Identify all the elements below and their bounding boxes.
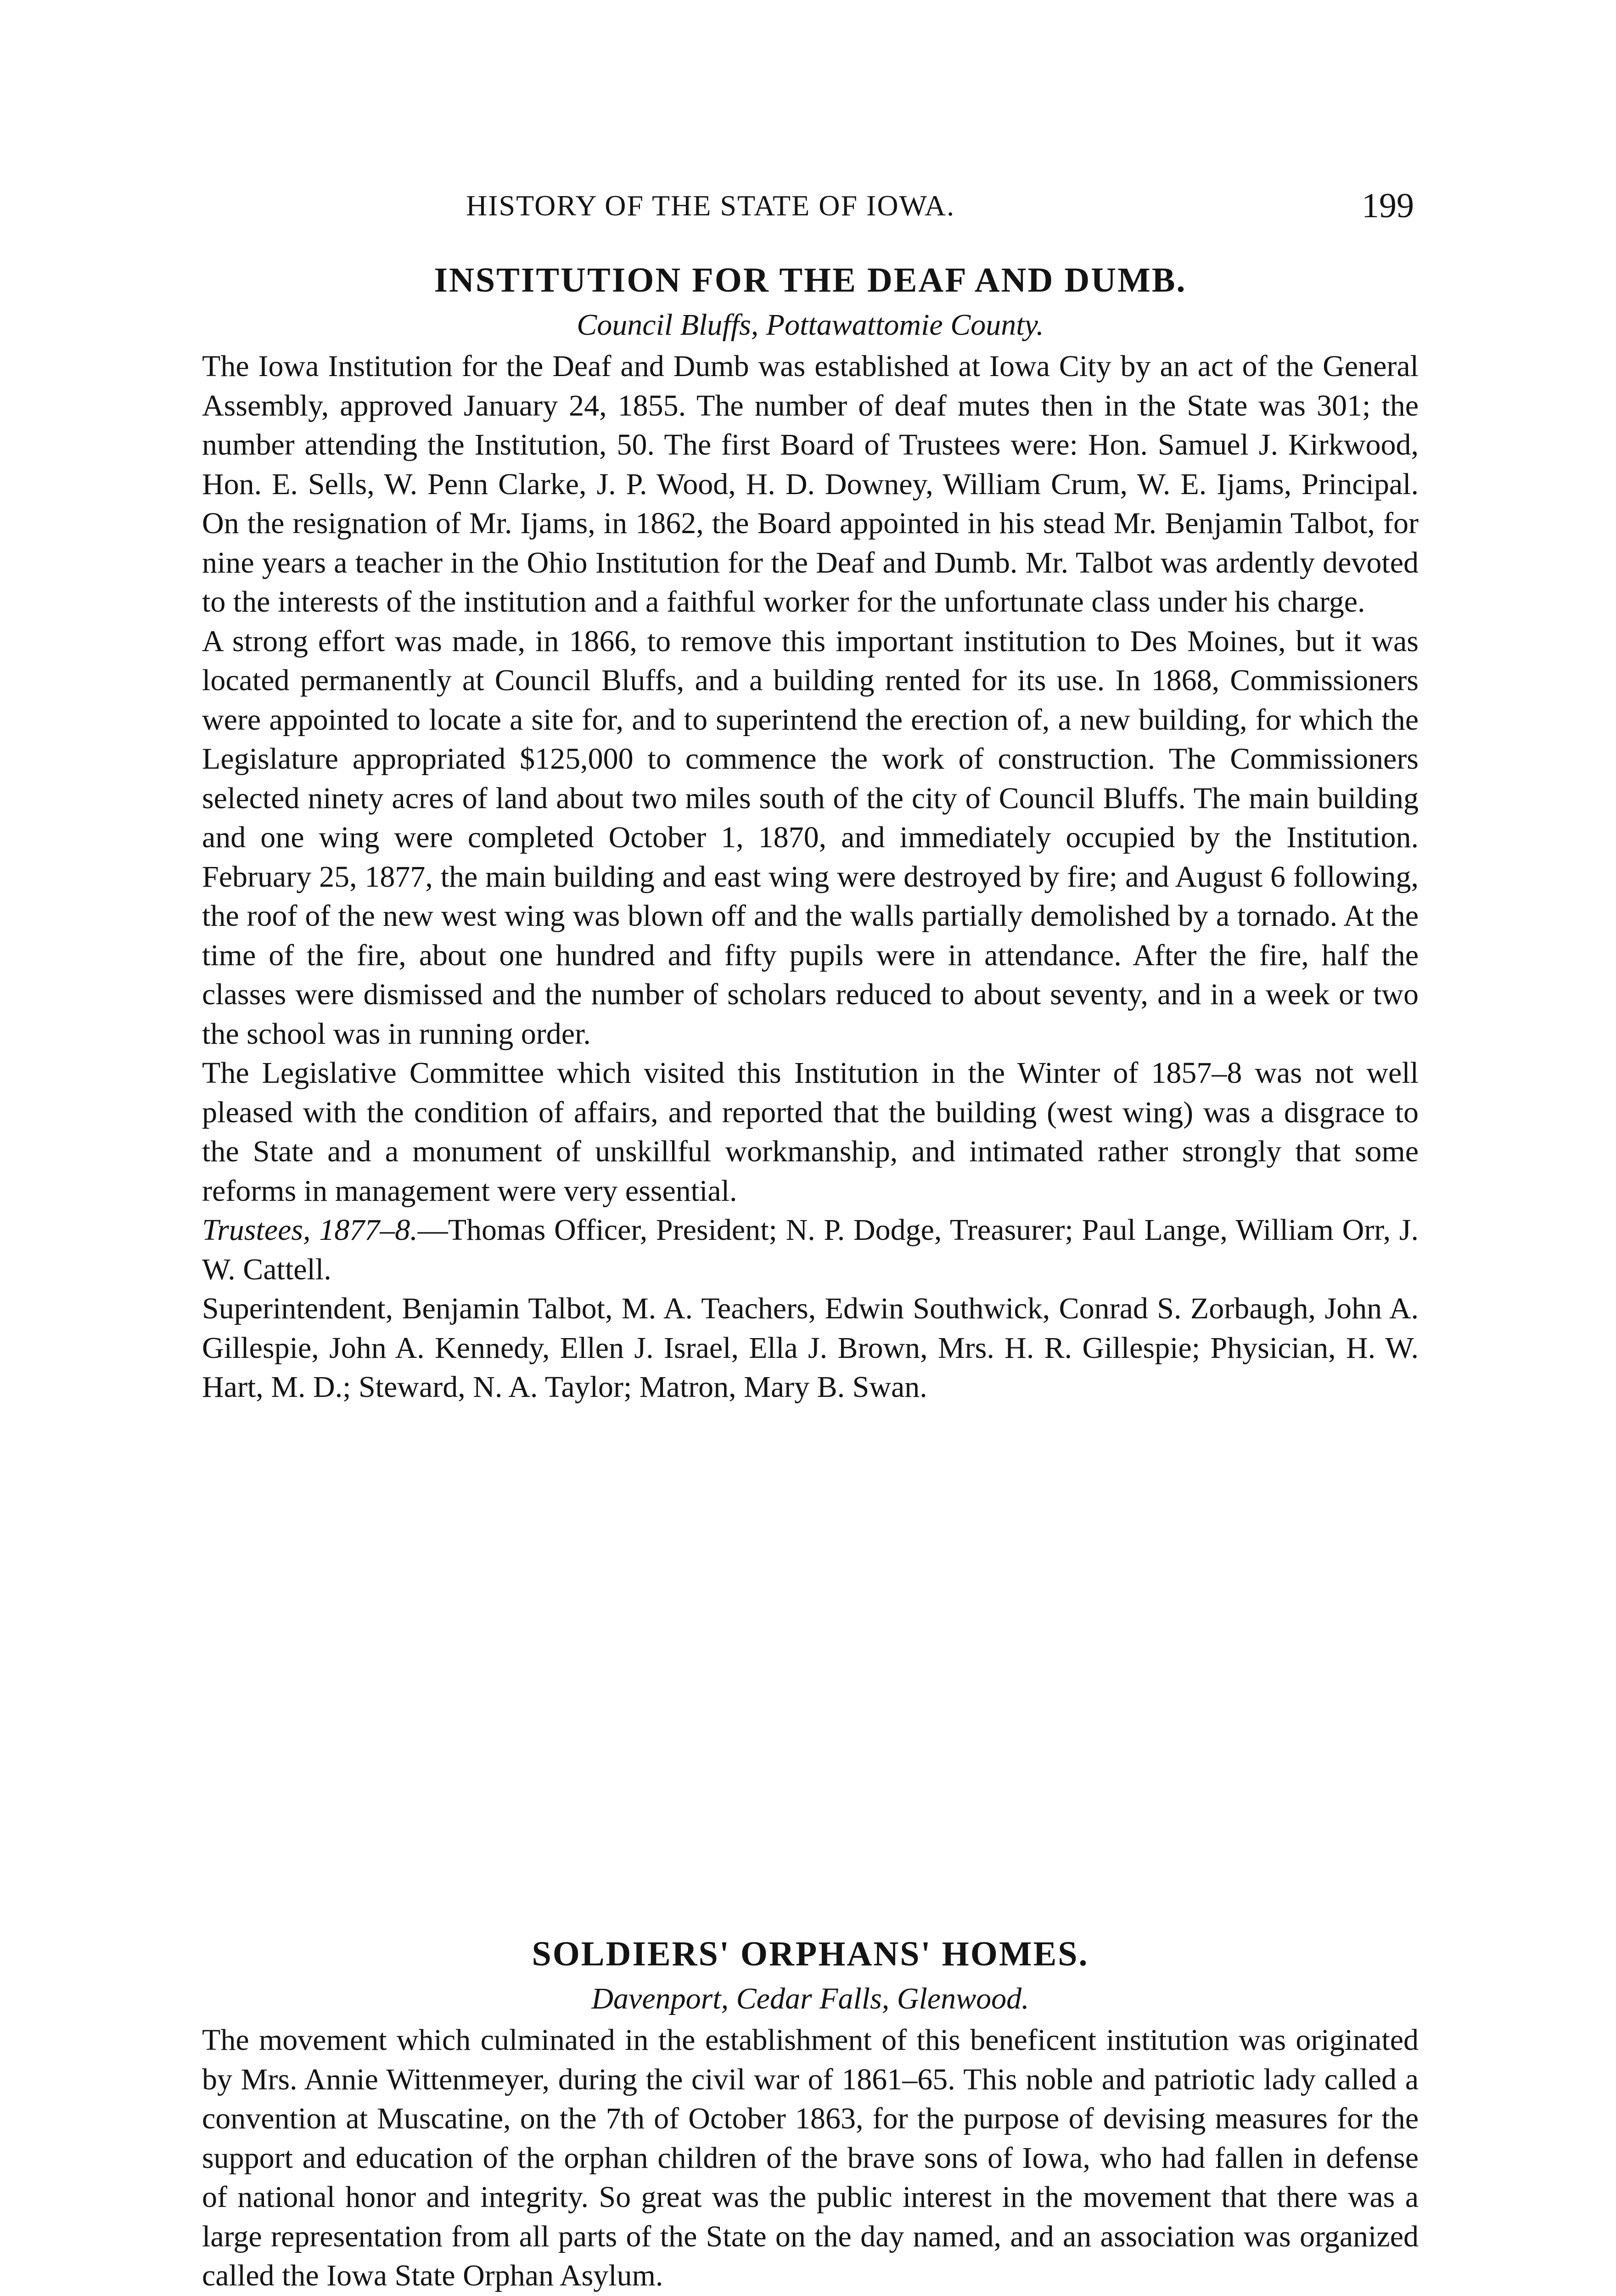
trustees-paragraph (202, 1210, 1419, 1289)
page-number: 199 (1362, 186, 1414, 225)
paragraph: The Iowa Institution for the Deaf and Dumb was established at Iowa City by an act of the General Assembly, approved January 24, 1855. The number of deaf mutes then in the State was 301; the number attending the Institution, 50. The first Board of Trustees were: Hon. Samuel J. Kirkwood, Hon. E. Sells, W. Penn Clarke, J. P. Wood, H. D. Downey, William Crum, W. E. Ijams, Principal. On the resignation of Mr. Ijams, in 1862, the Board appointed in his stead Mr. Benjamin Talbot, for nine years a teacher in the Ohio Institution for the Deaf and Dumb. Mr. Talbot was ardently devoted to the interests of the institution and a faithful worker for the unfortunate class under his charge. (202, 349, 1419, 619)
paragraph: The movement which culminated in the establishment of this beneficent institution was originated by Mrs. Annie Wittenmeyer, during the civil war of 1861–65. This noble and patriotic lady called a convention at Muscatine, on the 7th of October 1863, for the purpose of devising measures for the support and education of the orphan children of the brave sons of Iowa, who had fallen in defense of national honor and integrity. So great was the public interest in the movement that there was a large representation from all parts of the State on the day named, and an association was organized called the Iowa State Orphan Asylum. (202, 2023, 1419, 2292)
trustees-text: —Thomas Officer, President; N. P. Dodge, Treasurer; Paul Lange, William Orr, J. W. Cattell. (202, 1213, 1419, 1286)
section-location: Council Bluffs, Pottawattomie County. (577, 308, 1044, 342)
staff-paragraph: Superintendent, Benjamin Talbot, M. A. Teachers, Edwin Southwick, Conrad S. Zorbaugh, John A. Gillespie, John A. Kennedy, Ellen J. Israel, Ella J. Brown, Mrs. H. R. Gillespie; Physician, H. W. Hart, M. D.; Steward, N. A. Taylor; Matron, Mary B. Swan. (202, 1292, 1419, 1404)
section-title: INSTITUTION FOR THE DEAF AND DUMB. (434, 261, 1187, 299)
section-deaf-and-dumb (202, 257, 1419, 1407)
section-location: Davenport, Cedar Falls, Glenwood. (591, 1982, 1029, 2015)
running-title: HISTORY OF THE STATE OF IOWA. (466, 189, 955, 222)
paragraph: The Legislative Committee which visited this Institution in the Winter of 1857–8 was not well pleased with the condition of affairs, and reported that the building (west wing) was a disgrace to the State and a monument of unskillful workmanship, and intimated rather strongly that some reforms in management were very essential. (202, 1056, 1419, 1208)
section-soldiers-orphans-homes (202, 1931, 1419, 2296)
running-header (0, 187, 1616, 224)
trustees-label: Trustees, 1877–8. (202, 1213, 418, 1247)
paragraph: A strong effort was made, in 1866, to remove this important institution to Des Moines, but it was located permanently at Council Bluffs, and a building rented for its use. In 1868, Commissioners were appointed to locate a site for, and to superintend the erection of, a new building, for which the Legislature appropriated $125,000 to commence the work of construction. The Commissioners selected ninety acres of land about two miles south of the city of Council Bluffs. The main building and one wing were completed October 1, 1870, and immediately occupied by the Institution. February 25, 1877, the main building and east wing were destroyed by fire; and August 6 following, the roof of the new west wing was blown off and the walls partially demolished by a tornado. At the time of the fire, about one hundred and fifty pupils were in attendance. After the fire, half the classes were dismissed and the number of scholars reduced to about seventy, and in a week or two the school was in running order. (202, 624, 1419, 1051)
section-title: SOLDIERS' ORPHANS' HOMES. (532, 1935, 1089, 1973)
